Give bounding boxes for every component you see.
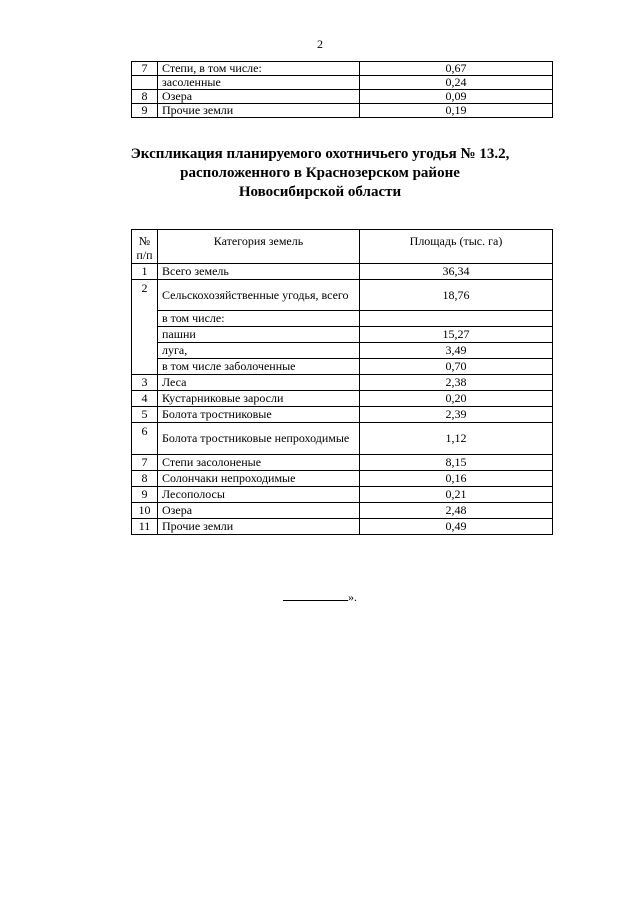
area-value: 2,48 [360,503,553,519]
land-category: засоленные [158,76,360,90]
land-category: Прочие земли [158,104,360,118]
table-row [132,76,553,90]
table-row [132,343,553,359]
land-category: Болота тростниковые непроходимые [158,423,360,455]
land-category: Болота тростниковые [158,407,360,423]
row-number: 11 [132,519,158,535]
closing-quote: ». [348,590,357,604]
area-value: 0,70 [360,359,553,375]
document-title [80,145,560,202]
row-number: 2 [132,280,158,375]
area-value: 0,21 [360,487,553,503]
area-value: 15,27 [360,327,553,343]
table-row [132,311,553,327]
area-value: 2,39 [360,407,553,423]
table-row [132,407,553,423]
table-row [132,359,553,375]
row-number: 3 [132,375,158,391]
land-category: в том числе заболоченные [158,359,360,375]
row-number: 5 [132,407,158,423]
area-value: 0,24 [360,76,553,90]
land-category: Сельскохозяйственные угодья, всего [158,280,360,311]
land-table-continued [131,61,553,118]
title-line: расположенного в Краснозерском районе [180,165,460,181]
row-number: 8 [132,471,158,487]
row-number: 9 [132,104,158,118]
land-category: Степи засолоненые [158,455,360,471]
row-number: 10 [132,503,158,519]
area-value: 18,76 [360,280,553,311]
header-number-line1: № [138,234,151,248]
area-value: 0,19 [360,104,553,118]
area-value: 3,49 [360,343,553,359]
row-number: 4 [132,391,158,407]
land-category: Озера [158,90,360,104]
row-number: 1 [132,264,158,280]
land-category: Леса [158,375,360,391]
area-value: 0,16 [360,471,553,487]
land-category: луга, [158,343,360,359]
area-value: 0,67 [360,62,553,76]
land-explication-table [131,229,553,535]
page-number: 2 [317,37,323,51]
table-row [132,455,553,471]
table-row [132,280,553,311]
land-category: Кустарниковые заросли [158,391,360,407]
table-header-row [132,230,553,264]
area-value: 2,38 [360,375,553,391]
header-area: Площадь (тыс. га) [360,230,553,264]
table-row [132,104,553,118]
table-row [132,375,553,391]
land-category: в том числе: [158,311,360,327]
area-value: 0,49 [360,519,553,535]
area-value [360,311,553,327]
area-value: 0,20 [360,391,553,407]
table-row [132,423,553,455]
header-number-line2: п/п [136,248,153,262]
table-row [132,391,553,407]
area-value: 36,34 [360,264,553,280]
row-number [132,76,158,90]
closing-line [0,589,640,605]
row-number: 8 [132,90,158,104]
area-value: 0,09 [360,90,553,104]
land-category: Солончаки непроходимые [158,471,360,487]
row-number: 9 [132,487,158,503]
title-line: Экспликация планируемого охотничьего угодья № 13.2, [130,146,510,162]
row-number: 7 [132,455,158,471]
table-row [132,264,553,280]
area-value: 1,12 [360,423,553,455]
row-number: 6 [132,423,158,455]
table-row [132,90,553,104]
signature-underline [283,589,348,601]
land-category: Лесополосы [158,487,360,503]
area-value: 8,15 [360,455,553,471]
land-category: Прочие земли [158,519,360,535]
header-number [132,230,158,264]
table-row [132,519,553,535]
table-row [132,327,553,343]
table-row [132,471,553,487]
row-number: 7 [132,62,158,76]
title-line: Новосибирской области [238,184,402,200]
land-category: Степи, в том числе: [158,62,360,76]
land-category: Озера [158,503,360,519]
table-row [132,503,553,519]
table-row [132,487,553,503]
land-category: Всего земель [158,264,360,280]
header-category: Категория земель [158,230,360,264]
table-row [132,62,553,76]
land-category: пашни [158,327,360,343]
